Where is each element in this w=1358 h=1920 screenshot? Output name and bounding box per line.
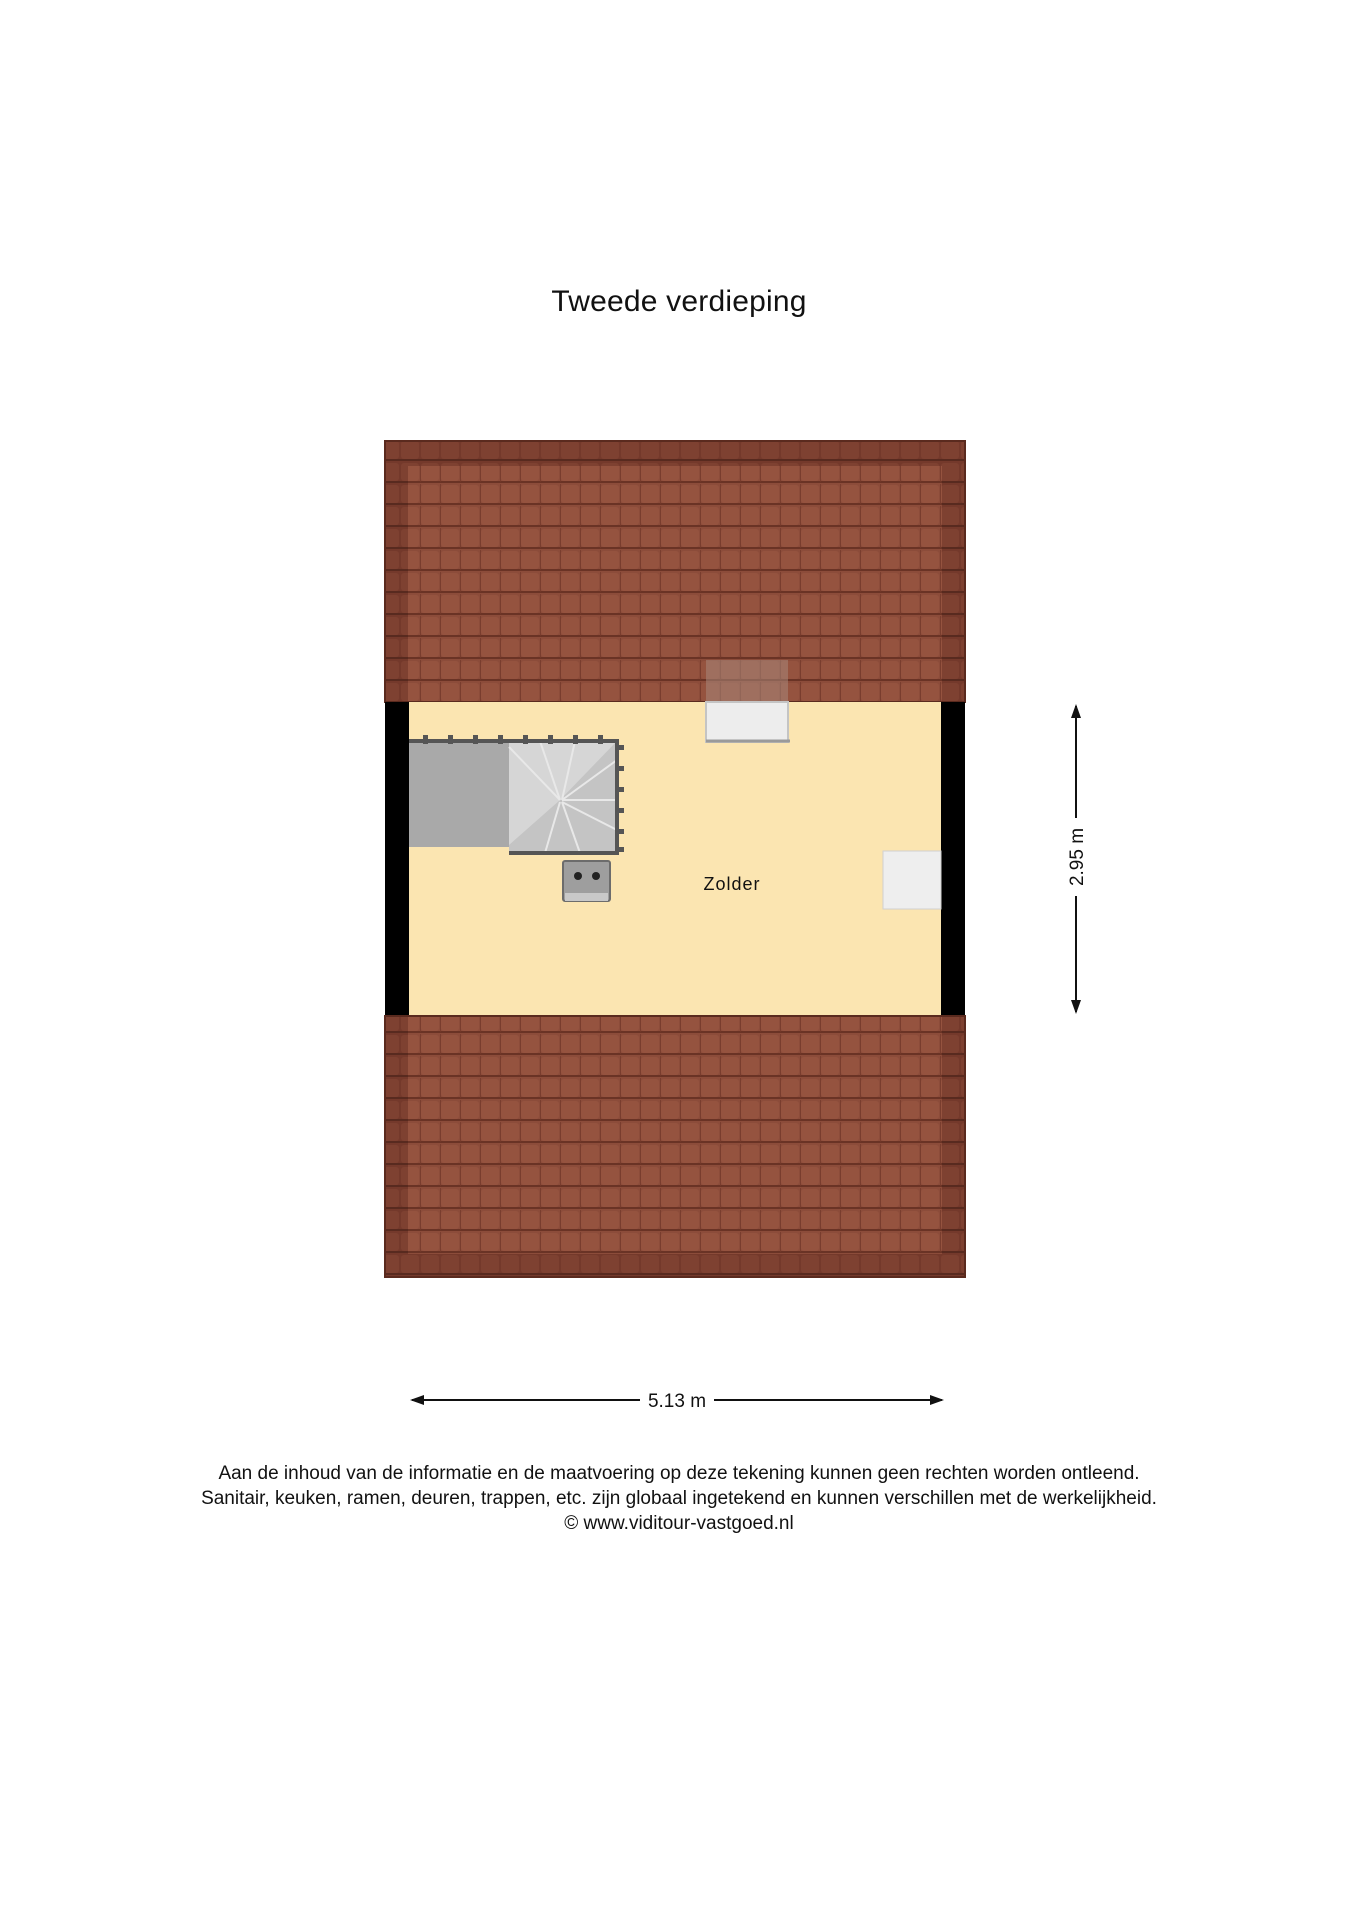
page-title: Tweede verdieping [551, 285, 807, 318]
wall-right [941, 702, 965, 1016]
staircase [409, 735, 624, 853]
disclaimer-line-1: Aan de inhoud van de informatie en de maatvoering op deze tekening kunnen geen rechten worden ontleend. [218, 1463, 1140, 1484]
width-label: 5.13 m [647, 1391, 707, 1412]
roof-bottom [385, 1016, 965, 1277]
roof-top [385, 441, 965, 702]
disclaimer-line-2: Sanitair, keuken, ramen, deuren, trappen, etc. zijn globaal ingetekend en kunnen verschillen met de werkelijkheid. [201, 1488, 1157, 1509]
disclaimer [0, 1461, 1358, 1536]
boiler [563, 861, 610, 901]
copyright-line: © www.viditour-vastgoed.nl [564, 1513, 794, 1534]
room-label: Zolder [703, 874, 761, 894]
wall-left [385, 702, 409, 1016]
appliance [883, 851, 941, 909]
depth-label: 2.95 m [1067, 827, 1088, 887]
